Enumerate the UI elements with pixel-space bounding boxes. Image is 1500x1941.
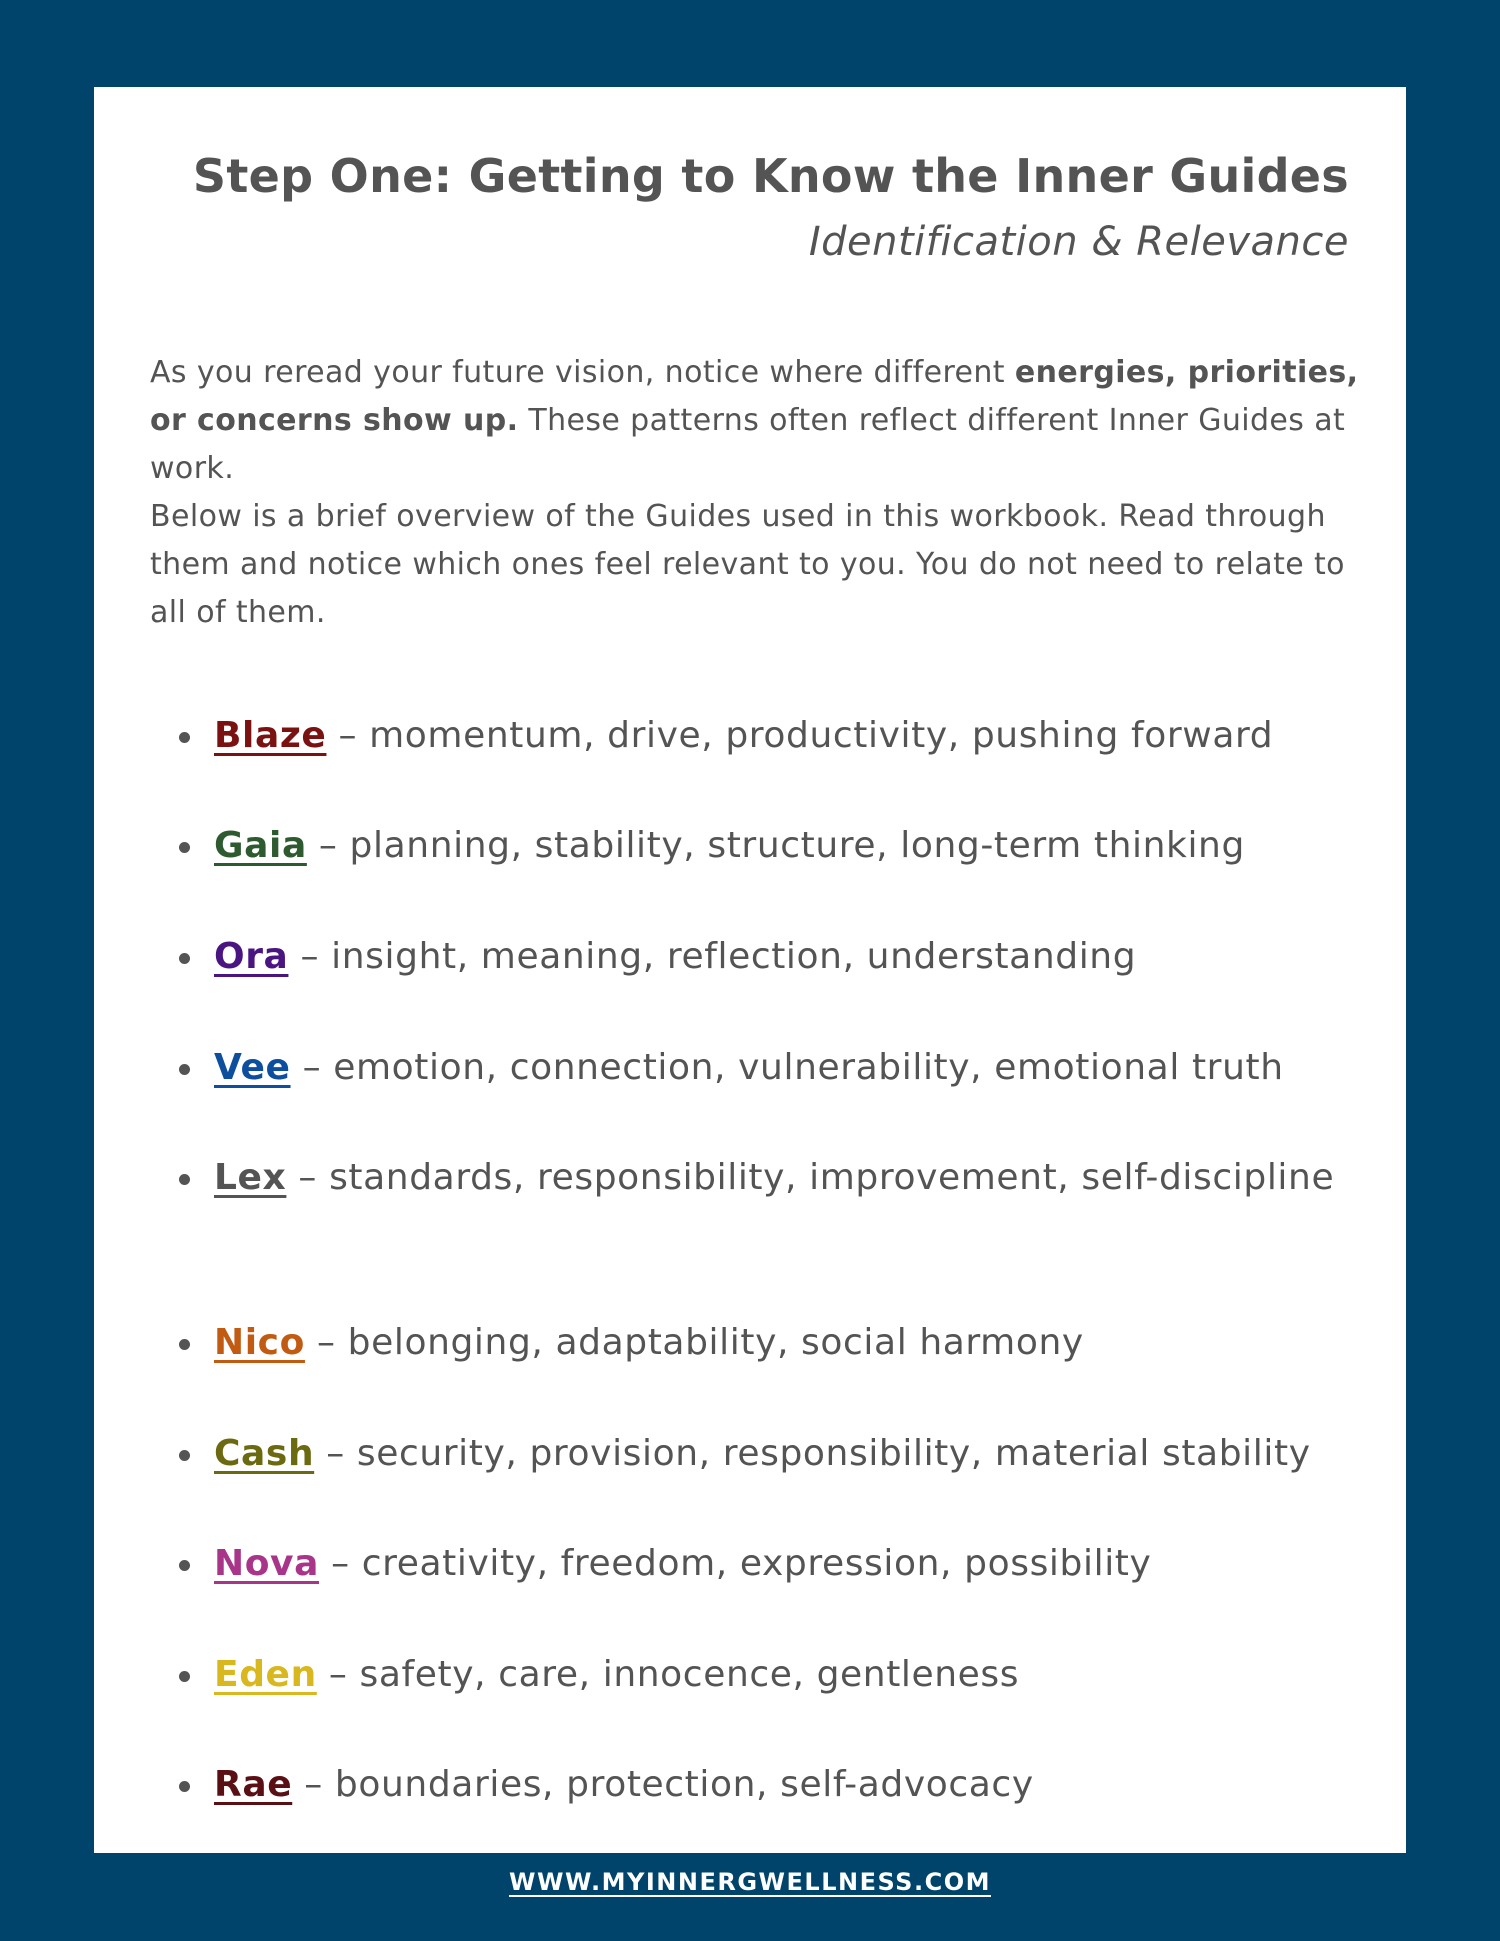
intro-text-end: These patterns often reflect different Inner Guides at work. <box>150 403 1346 486</box>
intro-text-start: As you reread your future vision, notice where different <box>150 355 1015 390</box>
guide-description: – boundaries, protection, self-advocacy <box>292 1764 1034 1805</box>
website-link[interactable]: WWW.MYINNERGWELLNESS.COM <box>509 1868 991 1896</box>
guide-name: Nico <box>214 1322 305 1363</box>
guide-name: Blaze <box>214 715 327 756</box>
content-page <box>94 87 1406 1853</box>
bullet-icon <box>179 1450 190 1461</box>
bullet-icon <box>179 1781 190 1792</box>
guide-name: Cash <box>214 1433 315 1474</box>
guide-name: Ora <box>214 936 289 977</box>
guide-name: Lex <box>214 1157 287 1198</box>
bullet-icon <box>179 1339 190 1350</box>
guide-description: – security, provision, responsibility, material stability <box>314 1433 1311 1474</box>
bullet-icon <box>179 842 190 853</box>
guide-item-lex <box>214 1151 1354 1205</box>
guide-description: – momentum, drive, productivity, pushing forward <box>326 715 1274 756</box>
guide-item-cash <box>214 1427 1354 1481</box>
guide-item-blaze <box>214 709 1354 763</box>
guide-name: Eden <box>214 1654 317 1695</box>
guide-item-rae <box>214 1758 1354 1812</box>
guide-item-nova <box>214 1537 1354 1591</box>
guide-item-eden <box>214 1648 1354 1702</box>
bullet-icon <box>179 1671 190 1682</box>
intro-overview: Below is a brief overview of the Guides used in this workbook. Read through them and notice which ones feel relevant to you. You do not need to relate to all of them. <box>150 499 1345 630</box>
guide-name: Vee <box>214 1047 291 1088</box>
bullet-icon <box>179 732 190 743</box>
guide-item-vee <box>214 1041 1354 1095</box>
bullet-icon <box>179 953 190 964</box>
guide-description: – planning, stability, structure, long-term thinking <box>306 825 1245 866</box>
intro-paragraph <box>150 349 1360 637</box>
guide-description: – creativity, freedom, expression, possibility <box>319 1543 1152 1584</box>
guide-description: – safety, care, innocence, gentleness <box>316 1654 1020 1695</box>
bullet-icon <box>179 1064 190 1075</box>
guide-description: – standards, responsibility, improvement, self-discipline <box>286 1157 1335 1198</box>
guide-description: – insight, meaning, reflection, understanding <box>288 936 1137 977</box>
intro-emphasis: energies, priorities, or concerns show up. <box>150 355 1359 438</box>
page-title: Step One: Getting to Know the Inner Guides <box>192 149 1349 203</box>
page-subtitle: Identification & Relevance <box>808 219 1349 265</box>
guide-description: – emotion, connection, vulnerability, emotional truth <box>290 1047 1284 1088</box>
guide-name: Nova <box>214 1543 320 1584</box>
guide-name: Gaia <box>214 825 307 866</box>
bullet-icon <box>179 1560 190 1571</box>
guide-item-gaia <box>214 819 1354 873</box>
guide-description: – belonging, adaptability, social harmony <box>304 1322 1084 1363</box>
guide-item-nico <box>214 1316 1354 1370</box>
bullet-icon <box>179 1174 190 1185</box>
guide-item-ora <box>214 930 1354 984</box>
guide-name: Rae <box>214 1764 293 1805</box>
